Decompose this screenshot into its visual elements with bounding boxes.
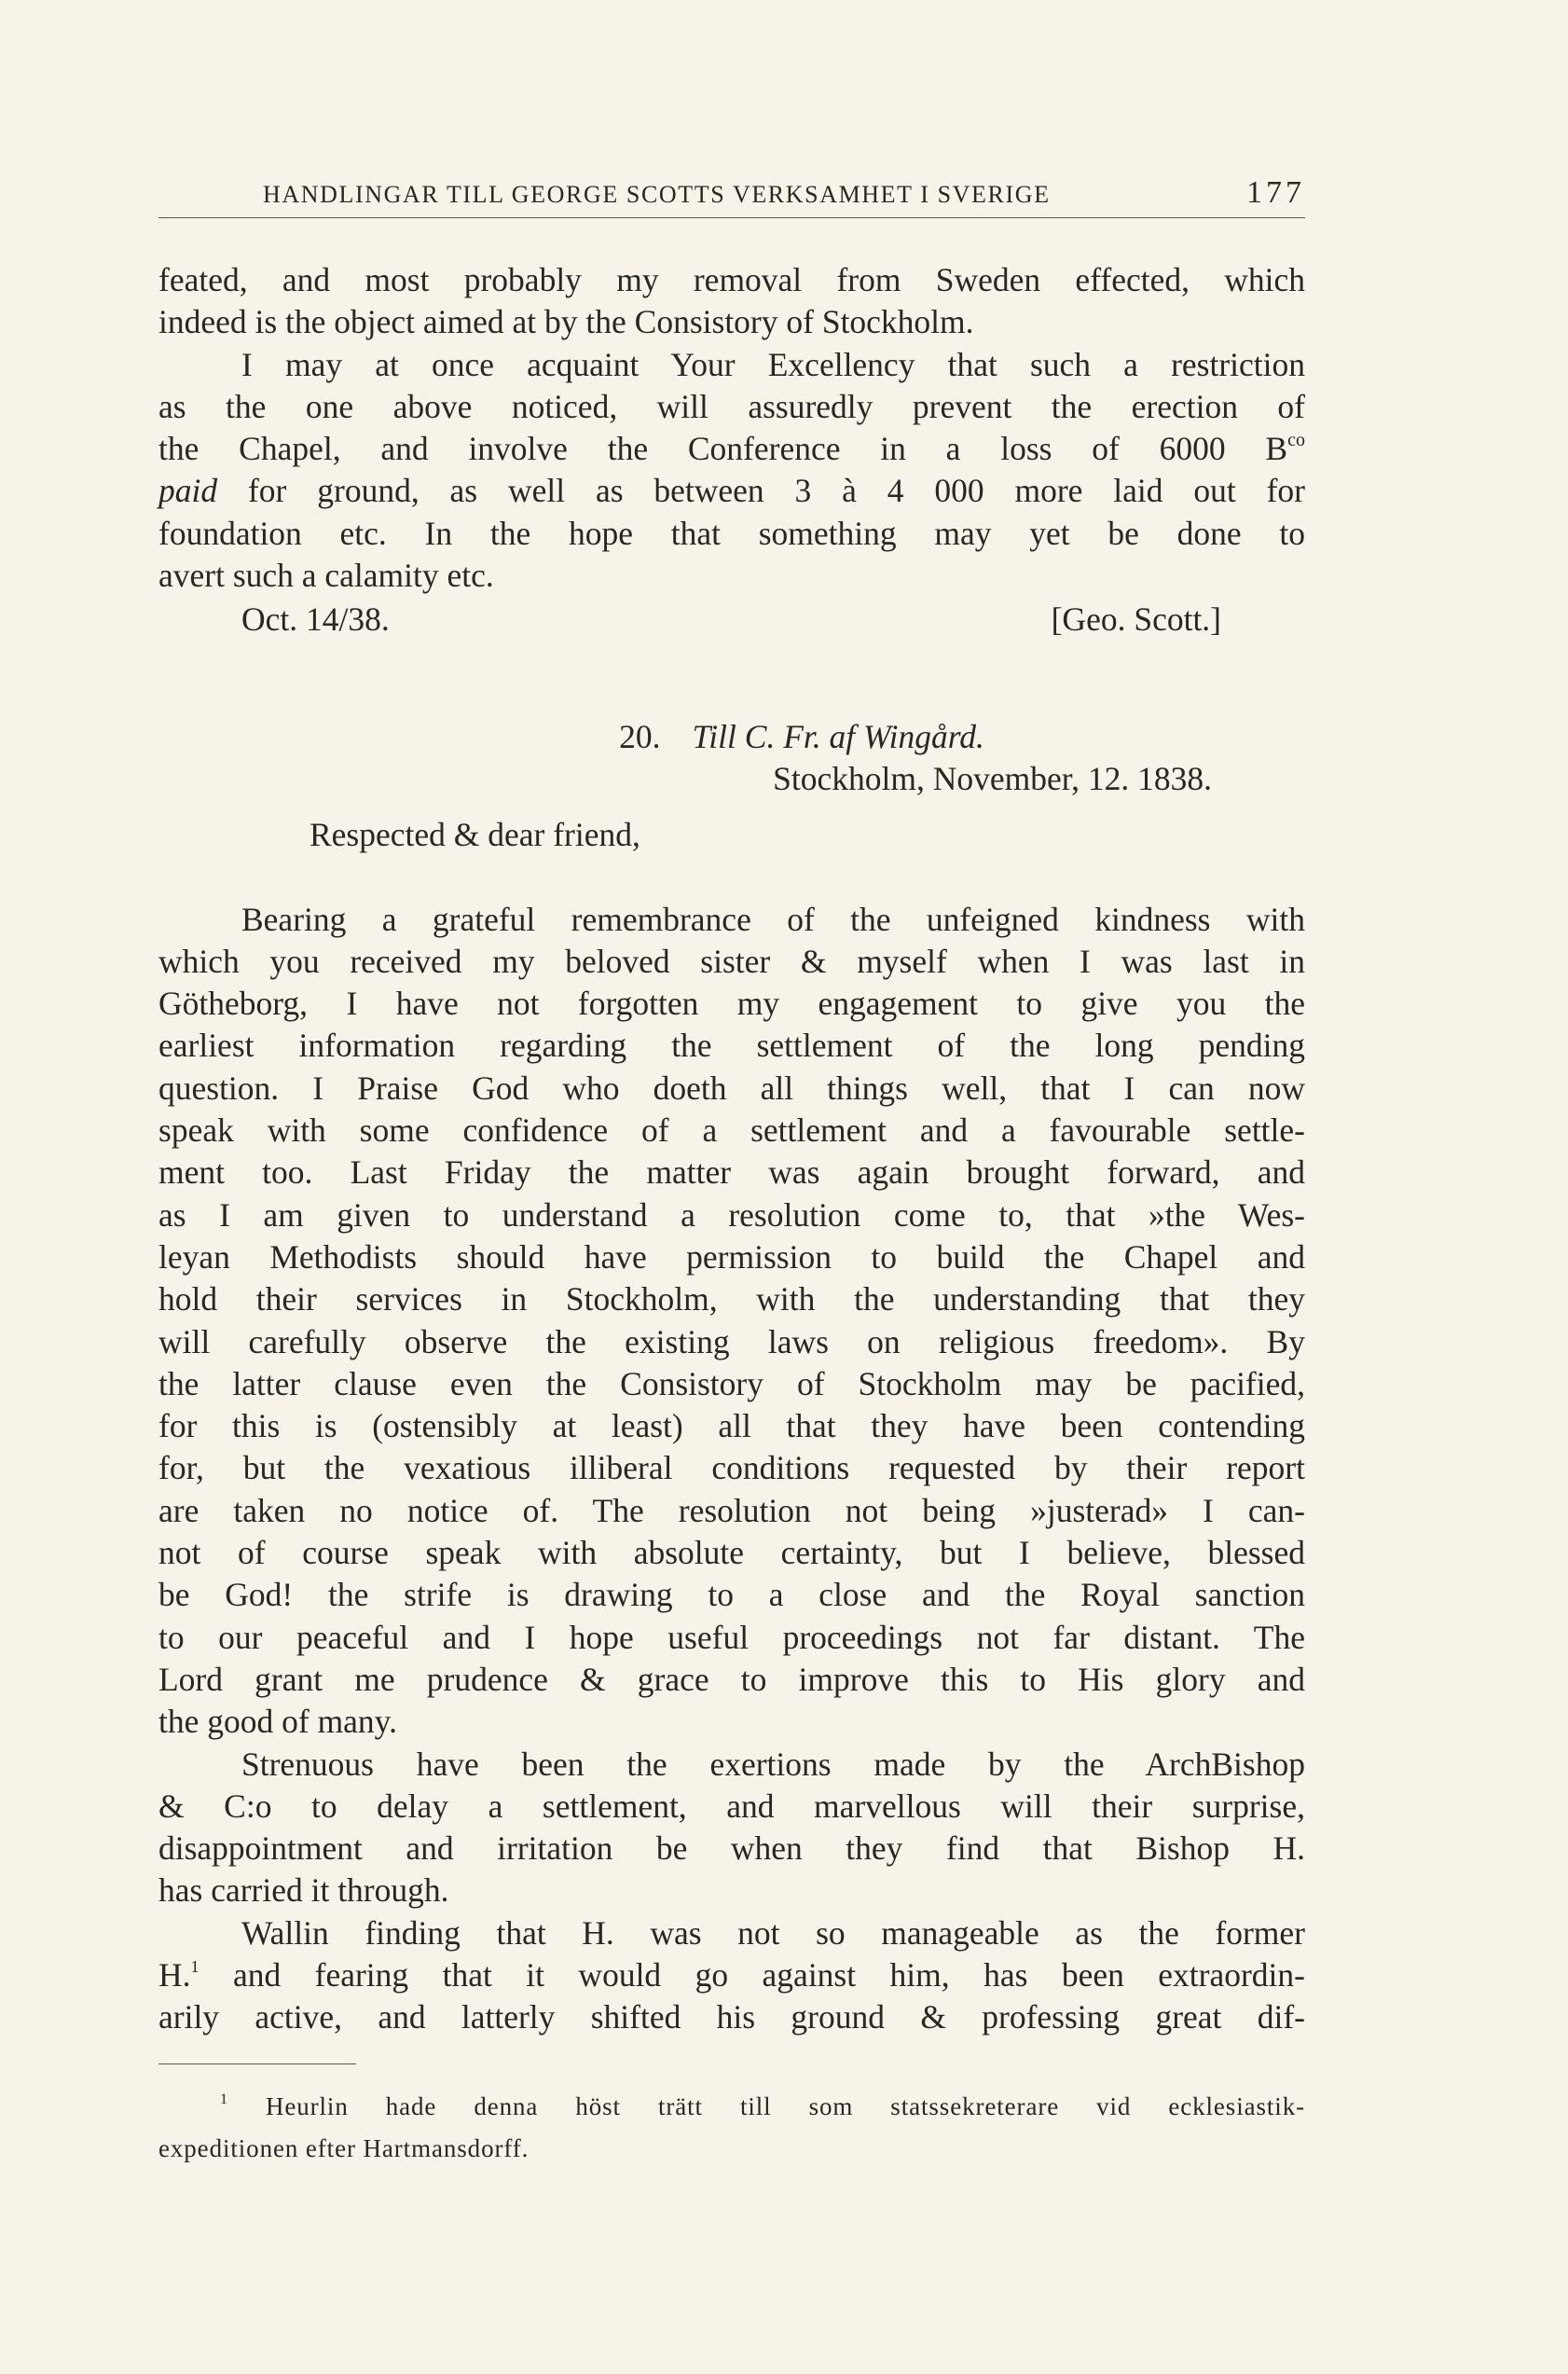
text-line: I may at once acquaint Your Excellency that such a restriction: [241, 345, 1305, 383]
text-line: feated, and most probably my removal from Sweden effected, which: [158, 261, 1305, 298]
text-line: Wallin finding that H. was not so manageable as the former: [241, 1913, 1305, 1952]
text-line: the good of many.: [158, 1703, 398, 1741]
text-span: and fearing that it would go against him, has been extraordin-: [199, 1955, 1305, 1994]
signoff-signature: [Geo. Scott.]: [1051, 600, 1221, 639]
signoff: [158, 599, 1305, 641]
footnote-line: [158, 2086, 1305, 2128]
header-rule: [158, 217, 1305, 218]
text-line: leyan Methodists should have permission to build the Chapel and: [158, 1237, 1305, 1276]
spacer: [158, 857, 1305, 899]
text-line: disappointment and irritation be when they find that Bishop H.: [158, 1829, 1305, 1868]
footnote-line: expeditionen efter Hartmansdorff.: [158, 2134, 530, 2162]
running-header: [263, 175, 1305, 211]
text-line: which you received my beloved sister & myself when I was last in: [158, 942, 1305, 980]
text-line: the latter clause even the Consistory of Stockholm may be pacified,: [158, 1364, 1305, 1402]
letter-heading: [158, 716, 1305, 758]
running-title: HANDLINGAR TILL GEORGE SCOTTS VERKSAMHET I SVERIGE: [263, 181, 1051, 208]
text-line: for, but the vexatious illiberal conditions requested by their report: [158, 1449, 1305, 1487]
italic-word: paid: [158, 472, 218, 510]
text-line: question. I Praise God who doeth all things well, that I can now: [158, 1069, 1305, 1107]
text-line: as the one above noticed, will assuredly prevent the erection of: [158, 387, 1305, 425]
text-line: Götheborg, I have not forgotten my engagement to give you the: [158, 985, 1305, 1023]
signoff-date: Oct. 14/38.: [241, 600, 390, 639]
text-line: to our peaceful and I hope useful proceedings not far distant. The: [158, 1618, 1305, 1656]
footnote-text: Heurlin hade denna höst trätt till som statssekreterare vid ecklesiastik-: [265, 2092, 1306, 2120]
text-line: speak with some confidence of a settlement and a favourable settle-: [158, 1111, 1305, 1150]
text-span: the Chapel, and involve the Conference in a loss of 6000 B: [158, 430, 1288, 468]
text-span: H.: [158, 1955, 191, 1994]
text-line: not of course speak with absolute certainty, but I believe, blessed: [158, 1534, 1305, 1572]
text-line: hold their services in Stockholm, with the understanding that they: [158, 1280, 1305, 1318]
superscript-co: co: [1287, 430, 1305, 451]
letter-number: 20.: [619, 717, 661, 755]
page-body: [158, 259, 1305, 2039]
text-line: foundation etc. In the hope that something may yet be done to: [158, 514, 1305, 552]
text-line: earliest information regarding the settlement of the long pending: [158, 1027, 1305, 1065]
letter-title: Till C. Fr. af Wingård.: [692, 717, 984, 755]
text-line: & C:o to delay a settlement, and marvellous will their surprise,: [158, 1787, 1305, 1825]
footnote-reference: 1: [190, 1956, 199, 1976]
text-line: avert such a calamity etc.: [158, 557, 494, 595]
text-line: are taken no notice of. The resolution not being »justerad» I can-: [158, 1491, 1305, 1529]
text-line: [158, 470, 1305, 512]
letter-salutation: Respected & dear friend,: [309, 816, 640, 854]
letter-dateline: Stockholm, November, 12. 1838.: [773, 759, 1212, 797]
text-line: Bearing a grateful remembrance of the unfeigned kindness with: [241, 900, 1305, 938]
text-line: will carefully observe the existing laws on religious freedom». By: [158, 1322, 1305, 1360]
text-line: arily active, and latterly shifted his ground & professing great dif-: [158, 1998, 1305, 2036]
text-line: [158, 1954, 1305, 1996]
text-line: ment too. Last Friday the matter was again brought forward, and: [158, 1153, 1305, 1192]
page-number: 177: [1246, 175, 1305, 210]
text-line: as I am given to understand a resolution come to, that »the Wes-: [158, 1195, 1305, 1234]
text-line: for this is (ostensibly at least) all that they have been contending: [158, 1407, 1305, 1445]
text-line: Lord grant me prudence & grace to improve this to His glory and: [158, 1660, 1305, 1698]
footnote-marker: 1: [220, 2091, 228, 2107]
text-span: for ground, as well as between 3 à 4 000 more laid out for: [217, 472, 1305, 510]
footnote-rule: [158, 2063, 356, 2064]
text-line: [158, 428, 1305, 470]
text-line: indeed is the object aimed at by the Consistory of Stockholm.: [158, 303, 974, 341]
text-line: be God! the strife is drawing to a close and the Royal sanction: [158, 1576, 1305, 1614]
text-line: Strenuous have been the exertions made by the ArchBishop: [241, 1745, 1305, 1783]
text-line: has carried it through.: [158, 1871, 449, 1910]
footnote: [158, 2086, 1305, 2170]
